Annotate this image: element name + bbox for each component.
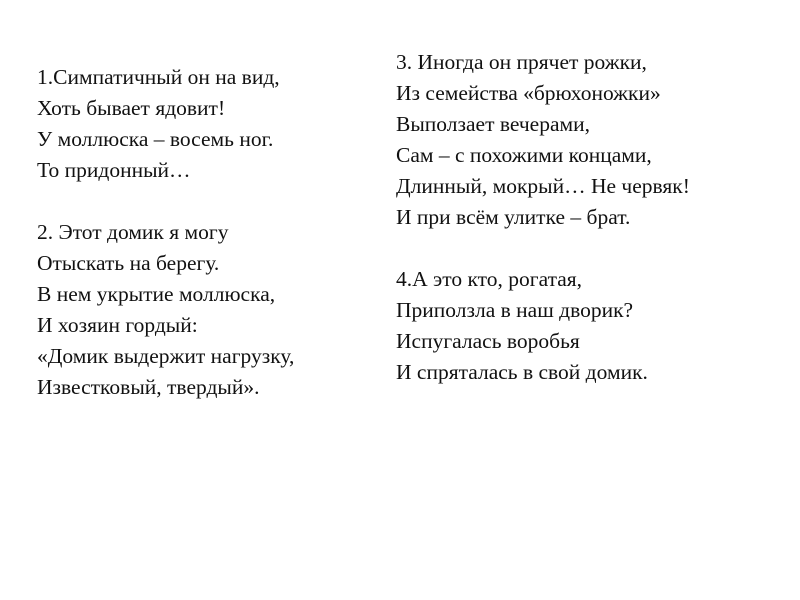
stanza-spacer xyxy=(37,186,377,217)
riddle-1-line-1: 1.Симпатичный он на вид, xyxy=(37,65,280,89)
riddle-2-line-3: В нем укрытие моллюска, xyxy=(37,282,276,306)
riddle-3-line-1: 3. Иногда он прячет рожки, xyxy=(396,50,647,74)
riddle-3-line-6: И при всём улитке – брат. xyxy=(396,205,631,229)
riddle-4-line-3: Испугалась воробья xyxy=(396,329,580,353)
riddle-2-line-2: Отыскать на берегу. xyxy=(37,251,220,275)
riddle-2-line-5: «Домик выдержит нагрузку, xyxy=(37,344,295,368)
riddle-1-line-2: Хоть бывает ядовит! xyxy=(37,96,226,120)
riddle-4 xyxy=(396,264,776,388)
riddle-4-line-1: 4.А это кто, рогатая, xyxy=(396,267,583,291)
right-column xyxy=(396,47,776,388)
riddle-2-line-1: 2. Этот домик я могу xyxy=(37,220,229,244)
riddle-4-line-2: Приползла в наш дворик? xyxy=(396,298,634,322)
left-column xyxy=(37,62,377,403)
riddle-3 xyxy=(396,47,776,233)
riddle-2-line-6: Известковый, твердый». xyxy=(37,375,260,399)
riddle-1-line-4: То придонный… xyxy=(37,158,191,182)
riddle-3-line-2: Из семейства «брюхоножки» xyxy=(396,81,661,105)
riddle-3-line-5: Длинный, мокрый… Не червяк! xyxy=(396,174,690,198)
stanza-spacer xyxy=(396,233,776,264)
riddle-3-line-4: Сам – с похожими концами, xyxy=(396,143,652,167)
riddle-1 xyxy=(37,62,377,186)
riddle-3-line-3: Выползает вечерами, xyxy=(396,112,591,136)
riddle-2 xyxy=(37,217,377,403)
riddle-4-line-4: И спряталась в свой домик. xyxy=(396,360,648,384)
riddle-1-line-3: У моллюска – восемь ног. xyxy=(37,127,274,151)
riddle-2-line-4: И хозяин гордый: xyxy=(37,313,198,337)
